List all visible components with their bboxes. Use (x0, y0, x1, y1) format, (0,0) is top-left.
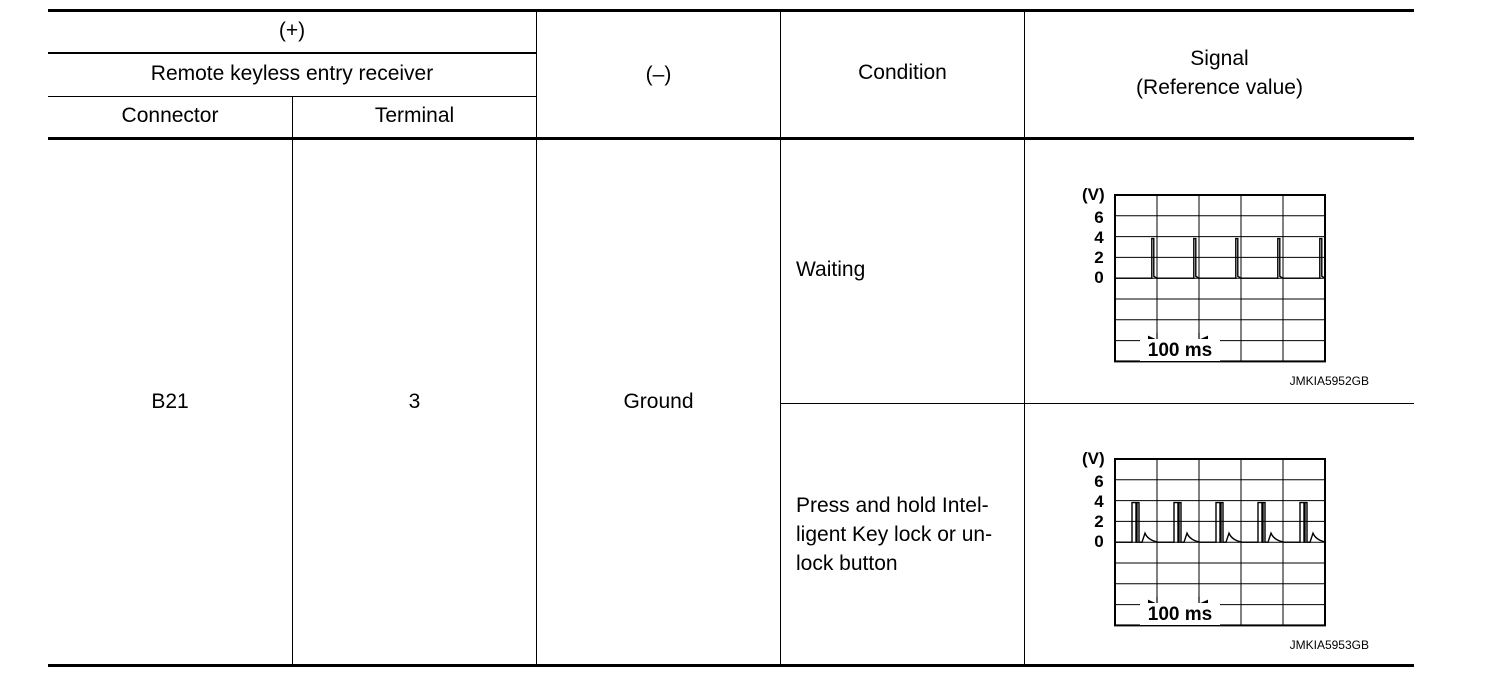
bottom-rule (48, 664, 1414, 667)
waveform-press-hold (1070, 446, 1390, 656)
y-tick-6: 6 (1094, 208, 1104, 227)
y-tick-0: 0 (1094, 532, 1104, 551)
y-tick-2: 2 (1094, 512, 1104, 531)
row-divider (781, 403, 1414, 404)
col-rule-4 (1024, 11, 1025, 665)
y-tick-4: 4 (1094, 228, 1104, 247)
rule-plus (48, 52, 536, 54)
time-label: 100 ms (1147, 604, 1213, 625)
top-rule (48, 9, 1414, 12)
figure-id: JMKIA5953GB (1289, 638, 1369, 652)
condition-press-hold: Press and hold Intel- ligent Key lock or un- lock button (796, 494, 993, 575)
waveform-trace (1115, 239, 1325, 279)
header-connector: Connector (121, 104, 219, 127)
y-tick-0: 0 (1094, 268, 1104, 287)
waveform-trace (1115, 503, 1326, 543)
waveform-waiting (1070, 182, 1390, 392)
header-minus: (–) (645, 63, 672, 86)
col-rule-2 (536, 11, 537, 665)
header-plus: (+) (278, 19, 306, 42)
col-rule-3 (780, 11, 781, 665)
figure-id: JMKIA5952GB (1289, 374, 1369, 388)
y-unit-label: (V) (1082, 185, 1105, 204)
header-signal-reference: (Reference value) (1136, 76, 1303, 99)
header-bottom-rule (48, 137, 1414, 140)
cell-terminal: 3 (408, 390, 421, 413)
y-tick-6: 6 (1094, 472, 1104, 491)
col-rule-1 (292, 96, 293, 665)
header-signal: Signal (1190, 47, 1249, 70)
cell-connector: B21 (151, 390, 189, 413)
y-tick-2: 2 (1094, 248, 1104, 267)
condition-waiting: Waiting (796, 258, 866, 281)
cell-minus: Ground (623, 390, 694, 413)
y-unit-label: (V) (1082, 449, 1105, 468)
time-label: 100 ms (1147, 340, 1213, 361)
header-terminal: Terminal (374, 104, 455, 127)
header-receiver: Remote keyless entry receiver (150, 62, 434, 85)
header-condition: Condition (858, 61, 947, 84)
y-tick-4: 4 (1094, 492, 1104, 511)
